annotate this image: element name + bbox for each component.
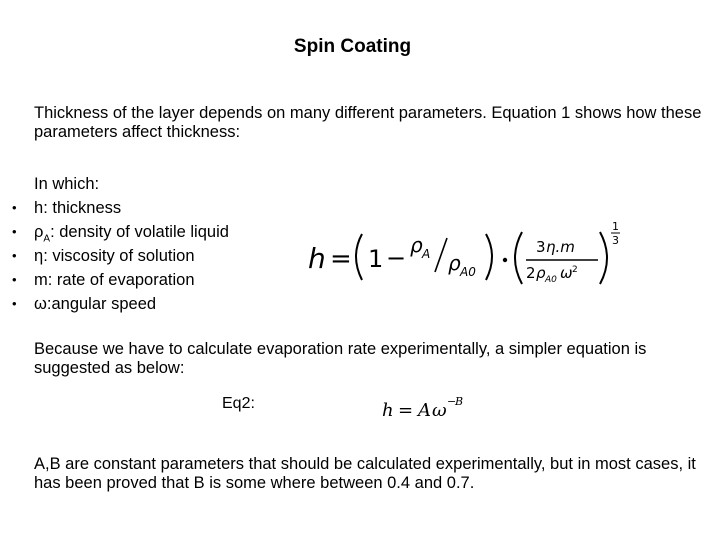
svg-text:−: − — [386, 244, 407, 272]
variable-symbol: h — [34, 199, 44, 217]
svg-text:A0: A0 — [460, 265, 476, 279]
variable-item-thickness — [0, 196, 229, 220]
variable-symbol: ω — [34, 295, 47, 313]
closing-paragraph: A,B are constant parameters that should be calculated experimentally, but in most cases, it has been proved that B is some where between 0.4 and 0.7. — [34, 455, 696, 492]
svg-text:=: = — [330, 244, 352, 274]
svg-text:3: 3 — [536, 238, 546, 256]
svg-text:=: = — [398, 400, 414, 421]
bullet-icon: • — [12, 200, 17, 215]
svg-text:h: h — [308, 242, 326, 275]
variable-item-density — [0, 220, 229, 244]
variable-symbol: η — [34, 247, 44, 265]
variable-description: : viscosity of solution — [43, 247, 195, 265]
svg-text:A: A — [422, 247, 431, 261]
svg-text:ω: ω — [432, 400, 447, 421]
variable-subscript: A — [43, 233, 51, 245]
bullet-icon: • — [12, 296, 17, 311]
variable-description: : density of volatile liquid — [50, 223, 229, 241]
variable-item-angular-speed — [0, 292, 229, 316]
equation-1-image — [300, 212, 630, 296]
variables-heading: In which: — [34, 175, 100, 193]
svg-text:ρ: ρ — [410, 233, 423, 257]
variable-list — [0, 196, 229, 316]
bullet-icon: • — [12, 224, 17, 239]
variable-item-evaporation — [0, 268, 229, 292]
svg-text:A0: A0 — [545, 275, 557, 285]
svg-text:3: 3 — [612, 234, 619, 247]
svg-text:ρ: ρ — [448, 251, 461, 275]
equation-2-label: Eq2: — [222, 395, 255, 412]
svg-text:A: A — [418, 400, 431, 421]
svg-text:h: h — [382, 400, 394, 421]
svg-text:2: 2 — [572, 265, 578, 275]
variable-description: : rate of evaporation — [47, 271, 195, 289]
bullet-icon: • — [12, 272, 17, 287]
variable-symbol: ρ — [34, 223, 44, 241]
svg-text:ρ: ρ — [536, 264, 546, 282]
slide-title: Spin Coating — [293, 36, 412, 57]
bullet-icon: • — [12, 248, 17, 263]
svg-text:ω: ω — [560, 264, 573, 282]
svg-text:1: 1 — [612, 220, 619, 233]
variable-symbol: m — [34, 271, 48, 289]
svg-text:−: − — [447, 395, 457, 408]
variable-description: : thickness — [43, 199, 122, 217]
variable-item-viscosity — [0, 244, 229, 268]
middle-paragraph: Because we have to calculate evaporation rate experimentally, a simpler equation is suggested as below: — [34, 340, 647, 377]
variable-description: :angular speed — [46, 295, 157, 313]
svg-text:1: 1 — [368, 245, 384, 273]
equation-2-image — [380, 392, 490, 422]
svg-text:η.m: η.m — [546, 238, 575, 256]
intro-paragraph: Thickness of the layer depends on many different parameters. Equation 1 shows how these parameters affect thickness: — [34, 104, 702, 141]
svg-text:B: B — [455, 395, 464, 408]
svg-text:2: 2 — [526, 264, 536, 282]
